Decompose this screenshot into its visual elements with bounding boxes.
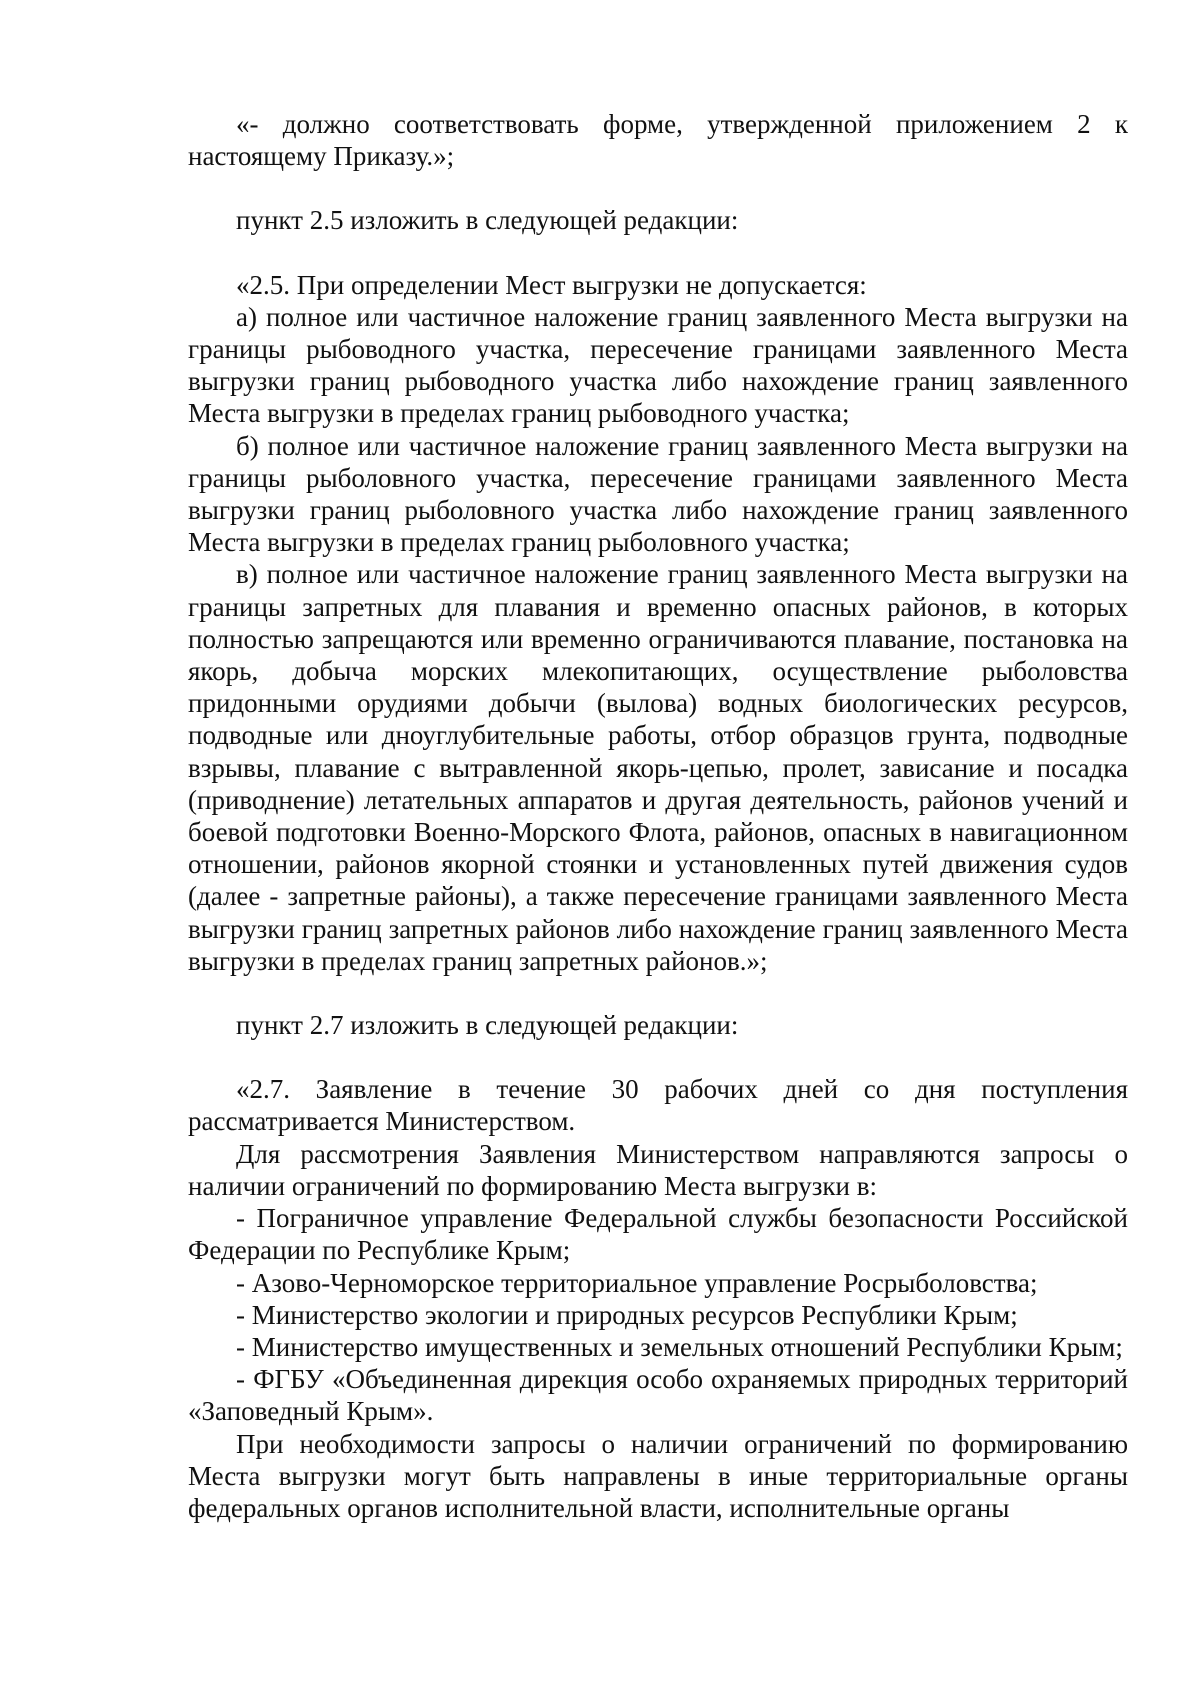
paragraph-item-2-5-c: в) полное или частичное наложение границ заявленного Места выгрузки на границы запретных для плавания и временно опасных районов, в которых полностью запрещаются или временно ограничиваются плавание, постановка на якорь, добыча морских млекопитающих, осуществление рыболовства придонными орудиями добычи (вылова) водных биологических ресурсов, подводные или дноуглубительные работы, отбор образцов грунта, подводные взрывы, плавание с вытравленной якорь-цепью, пролет, зависание и посадка (приводнение) летательных аппаратов и другая деятельность, районов учений и боевой подготовки Военно-Морского Флота, районов, опасных в навигационном отношении, районов якорной стоянки и установленных путей движения судов (далее - запретные районы), а также пересечение границами заявленного Места выгрузки границ запретных районов либо нахождение границ заявленного Места выгрузки в пределах границ запретных районов.»;: [188, 559, 1128, 976]
list-item-border-directorate: - Пограничное управление Федеральной службы безопасности Российской Федерации по Республике Крым;: [188, 1203, 1128, 1266]
paragraph-form-requirement: «- должно соответствовать форме, утвержденной приложением 2 к настоящему Приказу.»;: [188, 109, 1128, 172]
list-item-ministry-property: - Министерство имущественных и земельных отношений Республики Крым;: [236, 1331, 1123, 1362]
paragraph-other-authorities: При необходимости запросы о наличии ограничений по формированию Места выгрузки могут быть направлены в иные территориальные органы федеральных органов исполнительной власти, исполнительные органы: [188, 1428, 1128, 1523]
paragraph-item-2-5-a: а) полное или частичное наложение границ заявленного Места выгрузки на границы рыбоводного участка, пересечение границами заявленного Места выгрузки границ рыбоводного участка либо нахождение границ заявленного Места выгрузки в пределах границ рыбоводного участка;: [188, 301, 1128, 429]
paragraph-item-2-5-intro: «2.5. При определении Мест выгрузки не допускается:: [236, 269, 867, 300]
list-item-ministry-ecology: - Министерство экологии и природных ресурсов Республики Крым;: [236, 1299, 1018, 1330]
paragraph-item-2-7-intro: «2.7. Заявление в течение 30 рабочих дней со дня поступления рассматривается Министерством.: [188, 1074, 1128, 1137]
list-item-fgbu-reserve: - ФГБУ «Объединенная дирекция особо охраняемых природных территорий «Заповедный Крым».: [188, 1364, 1128, 1427]
paragraph-requests-intro: Для рассмотрения Заявления Министерством направляются запросы о наличии ограничений по формированию Места выгрузки в:: [188, 1138, 1128, 1201]
paragraph-item-2-5-heading: пункт 2.5 изложить в следующей редакции:: [236, 205, 739, 236]
paragraph-item-2-5-b: б) полное или частичное наложение границ заявленного Места выгрузки на границы рыболовного участка, пересечение границами заявленного Места выгрузки границ рыболовного участка либо нахождение границ заявленного Места выгрузки в пределах границ рыболовного участка;: [188, 430, 1128, 558]
document-page: [188, 108, 1128, 1524]
list-item-rosrybolovstvo: - Азово-Черноморское территориальное управление Росрыболовства;: [236, 1267, 1038, 1298]
paragraph-item-2-7-heading: пункт 2.7 изложить в следующей редакции:: [236, 1010, 739, 1041]
